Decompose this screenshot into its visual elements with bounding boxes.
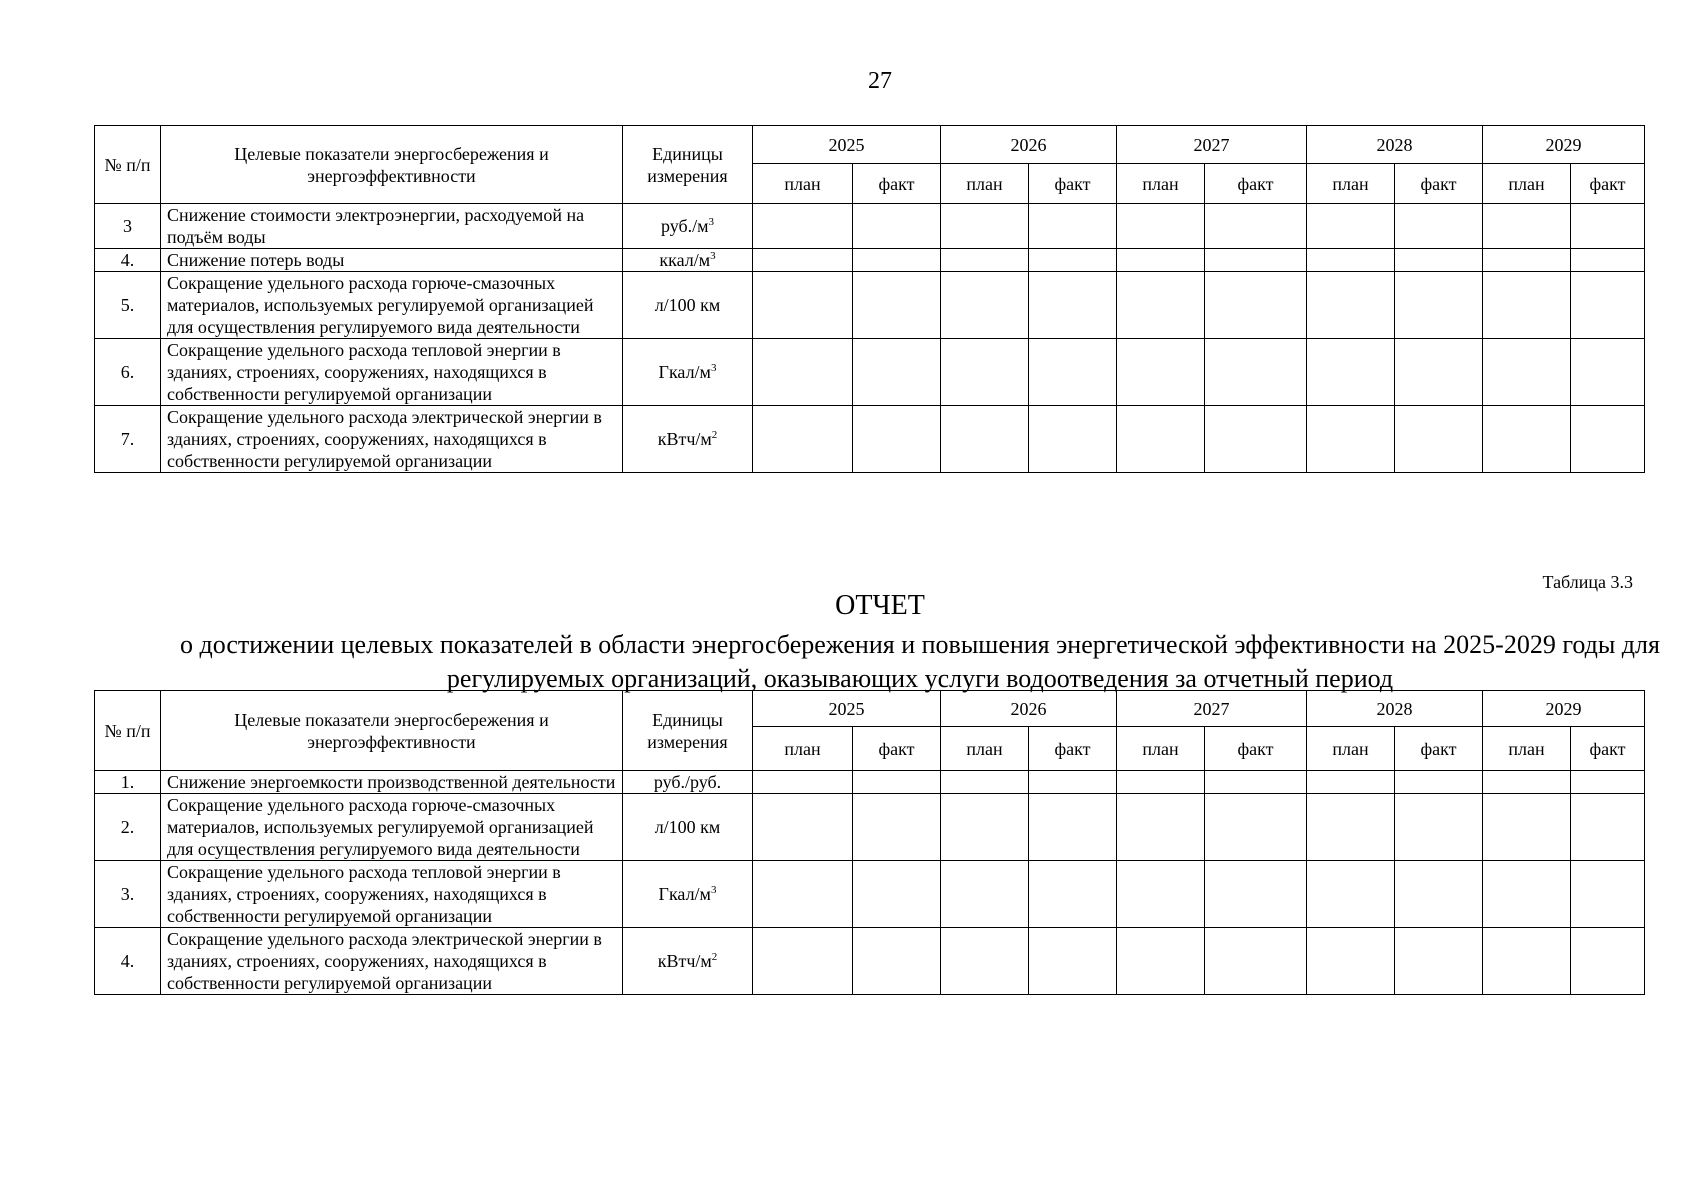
fact-cell[interactable] xyxy=(1205,794,1307,861)
row-number: 3 xyxy=(95,204,161,249)
plan-cell[interactable] xyxy=(1307,771,1395,794)
fact-cell[interactable] xyxy=(853,272,941,339)
unit-cell xyxy=(623,771,753,794)
fact-cell[interactable] xyxy=(1571,249,1645,272)
table-header xyxy=(95,126,1645,204)
plan-cell[interactable] xyxy=(753,794,853,861)
report-indicators-table xyxy=(94,690,1645,995)
plan-cell[interactable] xyxy=(753,771,853,794)
fact-cell[interactable] xyxy=(853,794,941,861)
unit-cell xyxy=(623,928,753,995)
report-title: ОТЧЕТ xyxy=(835,590,925,621)
plan-cell[interactable] xyxy=(1117,339,1205,406)
header-year: 2028 xyxy=(1307,126,1483,164)
header-year: 2025 xyxy=(753,126,941,164)
fact-cell[interactable] xyxy=(1571,339,1645,406)
fact-cell[interactable] xyxy=(1205,272,1307,339)
header-plan: план xyxy=(753,727,853,771)
plan-cell[interactable] xyxy=(753,861,853,928)
fact-cell[interactable] xyxy=(1571,204,1645,249)
fact-cell[interactable] xyxy=(1029,861,1117,928)
fact-cell[interactable] xyxy=(853,249,941,272)
plan-cell[interactable] xyxy=(1117,861,1205,928)
plan-cell[interactable] xyxy=(753,928,853,995)
unit-text: л/100 км xyxy=(654,295,721,315)
unit-cell xyxy=(623,272,753,339)
header-year: 2027 xyxy=(1117,691,1307,727)
unit-text: ккал/м xyxy=(659,250,711,270)
table-row xyxy=(95,794,1645,861)
header-year: 2026 xyxy=(941,691,1117,727)
unit-cell xyxy=(623,339,753,406)
header-year: 2029 xyxy=(1483,126,1645,164)
indicator-name: Сокращение удельного расхода горюче-смазочных материалов, используемых регулируемой организацией для осуществления регулируемого вида деятельности xyxy=(161,794,623,861)
plan-cell[interactable] xyxy=(1307,406,1395,473)
header-num: № п/п xyxy=(95,691,161,771)
plan-cell[interactable] xyxy=(1307,272,1395,339)
fact-cell[interactable] xyxy=(853,861,941,928)
plan-cell[interactable] xyxy=(1117,249,1205,272)
plan-cell[interactable] xyxy=(1117,406,1205,473)
header-plan: план xyxy=(1307,164,1395,204)
plan-cell[interactable] xyxy=(1307,928,1395,995)
header-fact: факт xyxy=(1205,164,1307,204)
fact-cell[interactable] xyxy=(1205,339,1307,406)
header-year: 2025 xyxy=(753,691,941,727)
fact-cell[interactable] xyxy=(1029,406,1117,473)
header-fact: факт xyxy=(853,727,941,771)
plan-cell[interactable] xyxy=(1483,272,1571,339)
plan-cell[interactable] xyxy=(1483,406,1571,473)
unit-text: руб./руб. xyxy=(653,772,722,792)
fact-cell[interactable] xyxy=(853,204,941,249)
header-plan: план xyxy=(941,727,1029,771)
table-body xyxy=(95,204,1645,473)
plan-cell[interactable] xyxy=(941,339,1029,406)
fact-cell[interactable] xyxy=(1205,861,1307,928)
header-plan: план xyxy=(1117,164,1205,204)
header-year: 2026 xyxy=(941,126,1117,164)
fact-cell[interactable] xyxy=(1029,272,1117,339)
plan-cell[interactable] xyxy=(1483,771,1571,794)
fact-cell[interactable] xyxy=(1029,928,1117,995)
row-number: 5. xyxy=(95,272,161,339)
fact-cell[interactable] xyxy=(1205,406,1307,473)
header-year: 2027 xyxy=(1117,126,1307,164)
plan-cell[interactable] xyxy=(1307,204,1395,249)
fact-cell[interactable] xyxy=(1029,771,1117,794)
fact-cell[interactable] xyxy=(1395,928,1483,995)
table-header xyxy=(95,691,1645,771)
header-fact: факт xyxy=(1395,727,1483,771)
unit-exponent: 3 xyxy=(710,884,717,896)
plan-cell[interactable] xyxy=(1483,861,1571,928)
plan-cell[interactable] xyxy=(753,204,853,249)
header-year: 2029 xyxy=(1483,691,1645,727)
table-row xyxy=(95,339,1645,406)
header-indicator: Целевые показатели энергосбережения и энергоэффективности xyxy=(161,691,623,771)
unit-exponent: 3 xyxy=(710,362,717,374)
fact-cell[interactable] xyxy=(1571,406,1645,473)
page-number: 27 xyxy=(868,68,892,94)
header-plan: план xyxy=(1117,727,1205,771)
unit-exponent: 2 xyxy=(711,951,718,963)
fact-cell[interactable] xyxy=(1571,928,1645,995)
plan-cell[interactable] xyxy=(1483,794,1571,861)
indicator-name: Снижение потерь воды xyxy=(161,249,623,272)
row-number: 6. xyxy=(95,339,161,406)
header-plan: план xyxy=(753,164,853,204)
header-units: Единицы измерения xyxy=(623,126,753,204)
indicator-name: Сокращение удельного расхода электрической энергии в зданиях, строениях, сооружениях, находящихся в собственности регулируемой организации xyxy=(161,928,623,995)
unit-text: л/100 км xyxy=(654,817,721,837)
indicator-name: Сокращение удельного расхода тепловой энергии в зданиях, строениях, сооружениях, находящихся в собственности регулируемой организации xyxy=(161,339,623,406)
unit-cell xyxy=(623,861,753,928)
plan-cell[interactable] xyxy=(1307,794,1395,861)
fact-cell[interactable] xyxy=(853,339,941,406)
header-units: Единицы измерения xyxy=(623,691,753,771)
row-number: 1. xyxy=(95,771,161,794)
unit-text: кВтч/м xyxy=(657,429,712,449)
header-fact: факт xyxy=(1571,164,1645,204)
table-row xyxy=(95,771,1645,794)
plan-cell[interactable] xyxy=(1117,928,1205,995)
fact-cell[interactable] xyxy=(1571,272,1645,339)
fact-cell[interactable] xyxy=(1395,406,1483,473)
plan-cell[interactable] xyxy=(1483,339,1571,406)
indicator-name: Сокращение удельного расхода тепловой энергии в зданиях, строениях, сооружениях, находящихся в собственности регулируемой организации xyxy=(161,861,623,928)
unit-cell xyxy=(623,794,753,861)
fact-cell[interactable] xyxy=(1029,249,1117,272)
plan-cell[interactable] xyxy=(941,204,1029,249)
fact-cell[interactable] xyxy=(1395,249,1483,272)
plan-cell[interactable] xyxy=(1307,249,1395,272)
header-num: № п/п xyxy=(95,126,161,204)
fact-cell[interactable] xyxy=(1029,794,1117,861)
header-plan: план xyxy=(1483,164,1571,204)
row-number: 2. xyxy=(95,794,161,861)
table-row xyxy=(95,272,1645,339)
plan-cell[interactable] xyxy=(941,928,1029,995)
plan-cell[interactable] xyxy=(941,794,1029,861)
plan-cell[interactable] xyxy=(753,272,853,339)
plan-cell[interactable] xyxy=(1117,794,1205,861)
row-number: 4. xyxy=(95,928,161,995)
fact-cell[interactable] xyxy=(1029,204,1117,249)
fact-cell[interactable] xyxy=(853,928,941,995)
indicator-name: Снижение энергоемкости производственной деятельности xyxy=(161,771,623,794)
plan-cell[interactable] xyxy=(941,771,1029,794)
fact-cell[interactable] xyxy=(1395,204,1483,249)
plan-cell[interactable] xyxy=(753,406,853,473)
indicator-name: Сокращение удельного расхода горюче-смазочных материалов, используемых регулируемой организацией для осуществления регулируемого вида деятельности xyxy=(161,272,623,339)
fact-cell[interactable] xyxy=(1571,861,1645,928)
unit-exponent: 2 xyxy=(711,429,718,441)
unit-text: Гкал/м xyxy=(658,362,711,382)
header-fact: факт xyxy=(1395,164,1483,204)
row-number: 4. xyxy=(95,249,161,272)
fact-cell[interactable] xyxy=(1205,204,1307,249)
plan-cell[interactable] xyxy=(1483,204,1571,249)
header-plan: план xyxy=(941,164,1029,204)
header-plan: план xyxy=(1483,727,1571,771)
plan-cell[interactable] xyxy=(753,249,853,272)
unit-exponent: 3 xyxy=(708,216,715,228)
fact-cell[interactable] xyxy=(1205,928,1307,995)
fact-cell[interactable] xyxy=(1395,339,1483,406)
report-subtitle: о достижении целевых показателей в области энергосбережения и повышения энергетической эффективности на 2025-2029 годы для регулируемых организаций, оказывающих услуги водоотведения за отчетный период xyxy=(180,630,1660,693)
header-fact: факт xyxy=(1029,727,1117,771)
plan-cell[interactable] xyxy=(1483,928,1571,995)
plan-cell[interactable] xyxy=(1307,861,1395,928)
table-row xyxy=(95,928,1645,995)
plan-cell[interactable] xyxy=(941,272,1029,339)
fact-cell[interactable] xyxy=(1205,771,1307,794)
plan-cell[interactable] xyxy=(753,339,853,406)
header-indicator: Целевые показатели энергосбережения и энергоэффективности xyxy=(161,126,623,204)
unit-exponent: 3 xyxy=(710,250,716,262)
indicators-table-continued xyxy=(94,125,1645,473)
fact-cell[interactable] xyxy=(1029,339,1117,406)
header-fact: факт xyxy=(1029,164,1117,204)
table-row xyxy=(95,861,1645,928)
table-row xyxy=(95,204,1645,249)
fact-cell[interactable] xyxy=(1395,771,1483,794)
fact-cell[interactable] xyxy=(1395,272,1483,339)
unit-cell xyxy=(623,249,753,272)
header-fact: факт xyxy=(1205,727,1307,771)
fact-cell[interactable] xyxy=(853,406,941,473)
fact-cell[interactable] xyxy=(853,771,941,794)
indicator-name: Сокращение удельного расхода электрической энергии в зданиях, строениях, сооружениях, находящихся в собственности регулируемой организации xyxy=(161,406,623,473)
indicator-name: Снижение стоимости электроэнергии, расходуемой на подъём воды xyxy=(161,204,623,249)
plan-cell[interactable] xyxy=(941,249,1029,272)
table-row xyxy=(95,249,1645,272)
plan-cell[interactable] xyxy=(941,861,1029,928)
plan-cell[interactable] xyxy=(941,406,1029,473)
unit-text: руб./м xyxy=(660,216,709,236)
fact-cell[interactable] xyxy=(1571,771,1645,794)
header-fact: факт xyxy=(853,164,941,204)
table-label: Таблица 3.3 xyxy=(1542,572,1633,592)
table-body xyxy=(95,771,1645,995)
header-plan: план xyxy=(1307,727,1395,771)
plan-cell[interactable] xyxy=(1117,204,1205,249)
row-number: 3. xyxy=(95,861,161,928)
fact-cell[interactable] xyxy=(1205,249,1307,272)
unit-text: Гкал/м xyxy=(658,884,711,904)
unit-text: кВтч/м xyxy=(657,951,712,971)
unit-cell xyxy=(623,406,753,473)
table-row xyxy=(95,406,1645,473)
plan-cell[interactable] xyxy=(1117,771,1205,794)
fact-cell[interactable] xyxy=(1395,794,1483,861)
fact-cell[interactable] xyxy=(1395,861,1483,928)
plan-cell[interactable] xyxy=(1307,339,1395,406)
header-year: 2028 xyxy=(1307,691,1483,727)
row-number: 7. xyxy=(95,406,161,473)
fact-cell[interactable] xyxy=(1571,794,1645,861)
unit-cell xyxy=(623,204,753,249)
header-fact: факт xyxy=(1571,727,1645,771)
plan-cell[interactable] xyxy=(1483,249,1571,272)
plan-cell[interactable] xyxy=(1117,272,1205,339)
